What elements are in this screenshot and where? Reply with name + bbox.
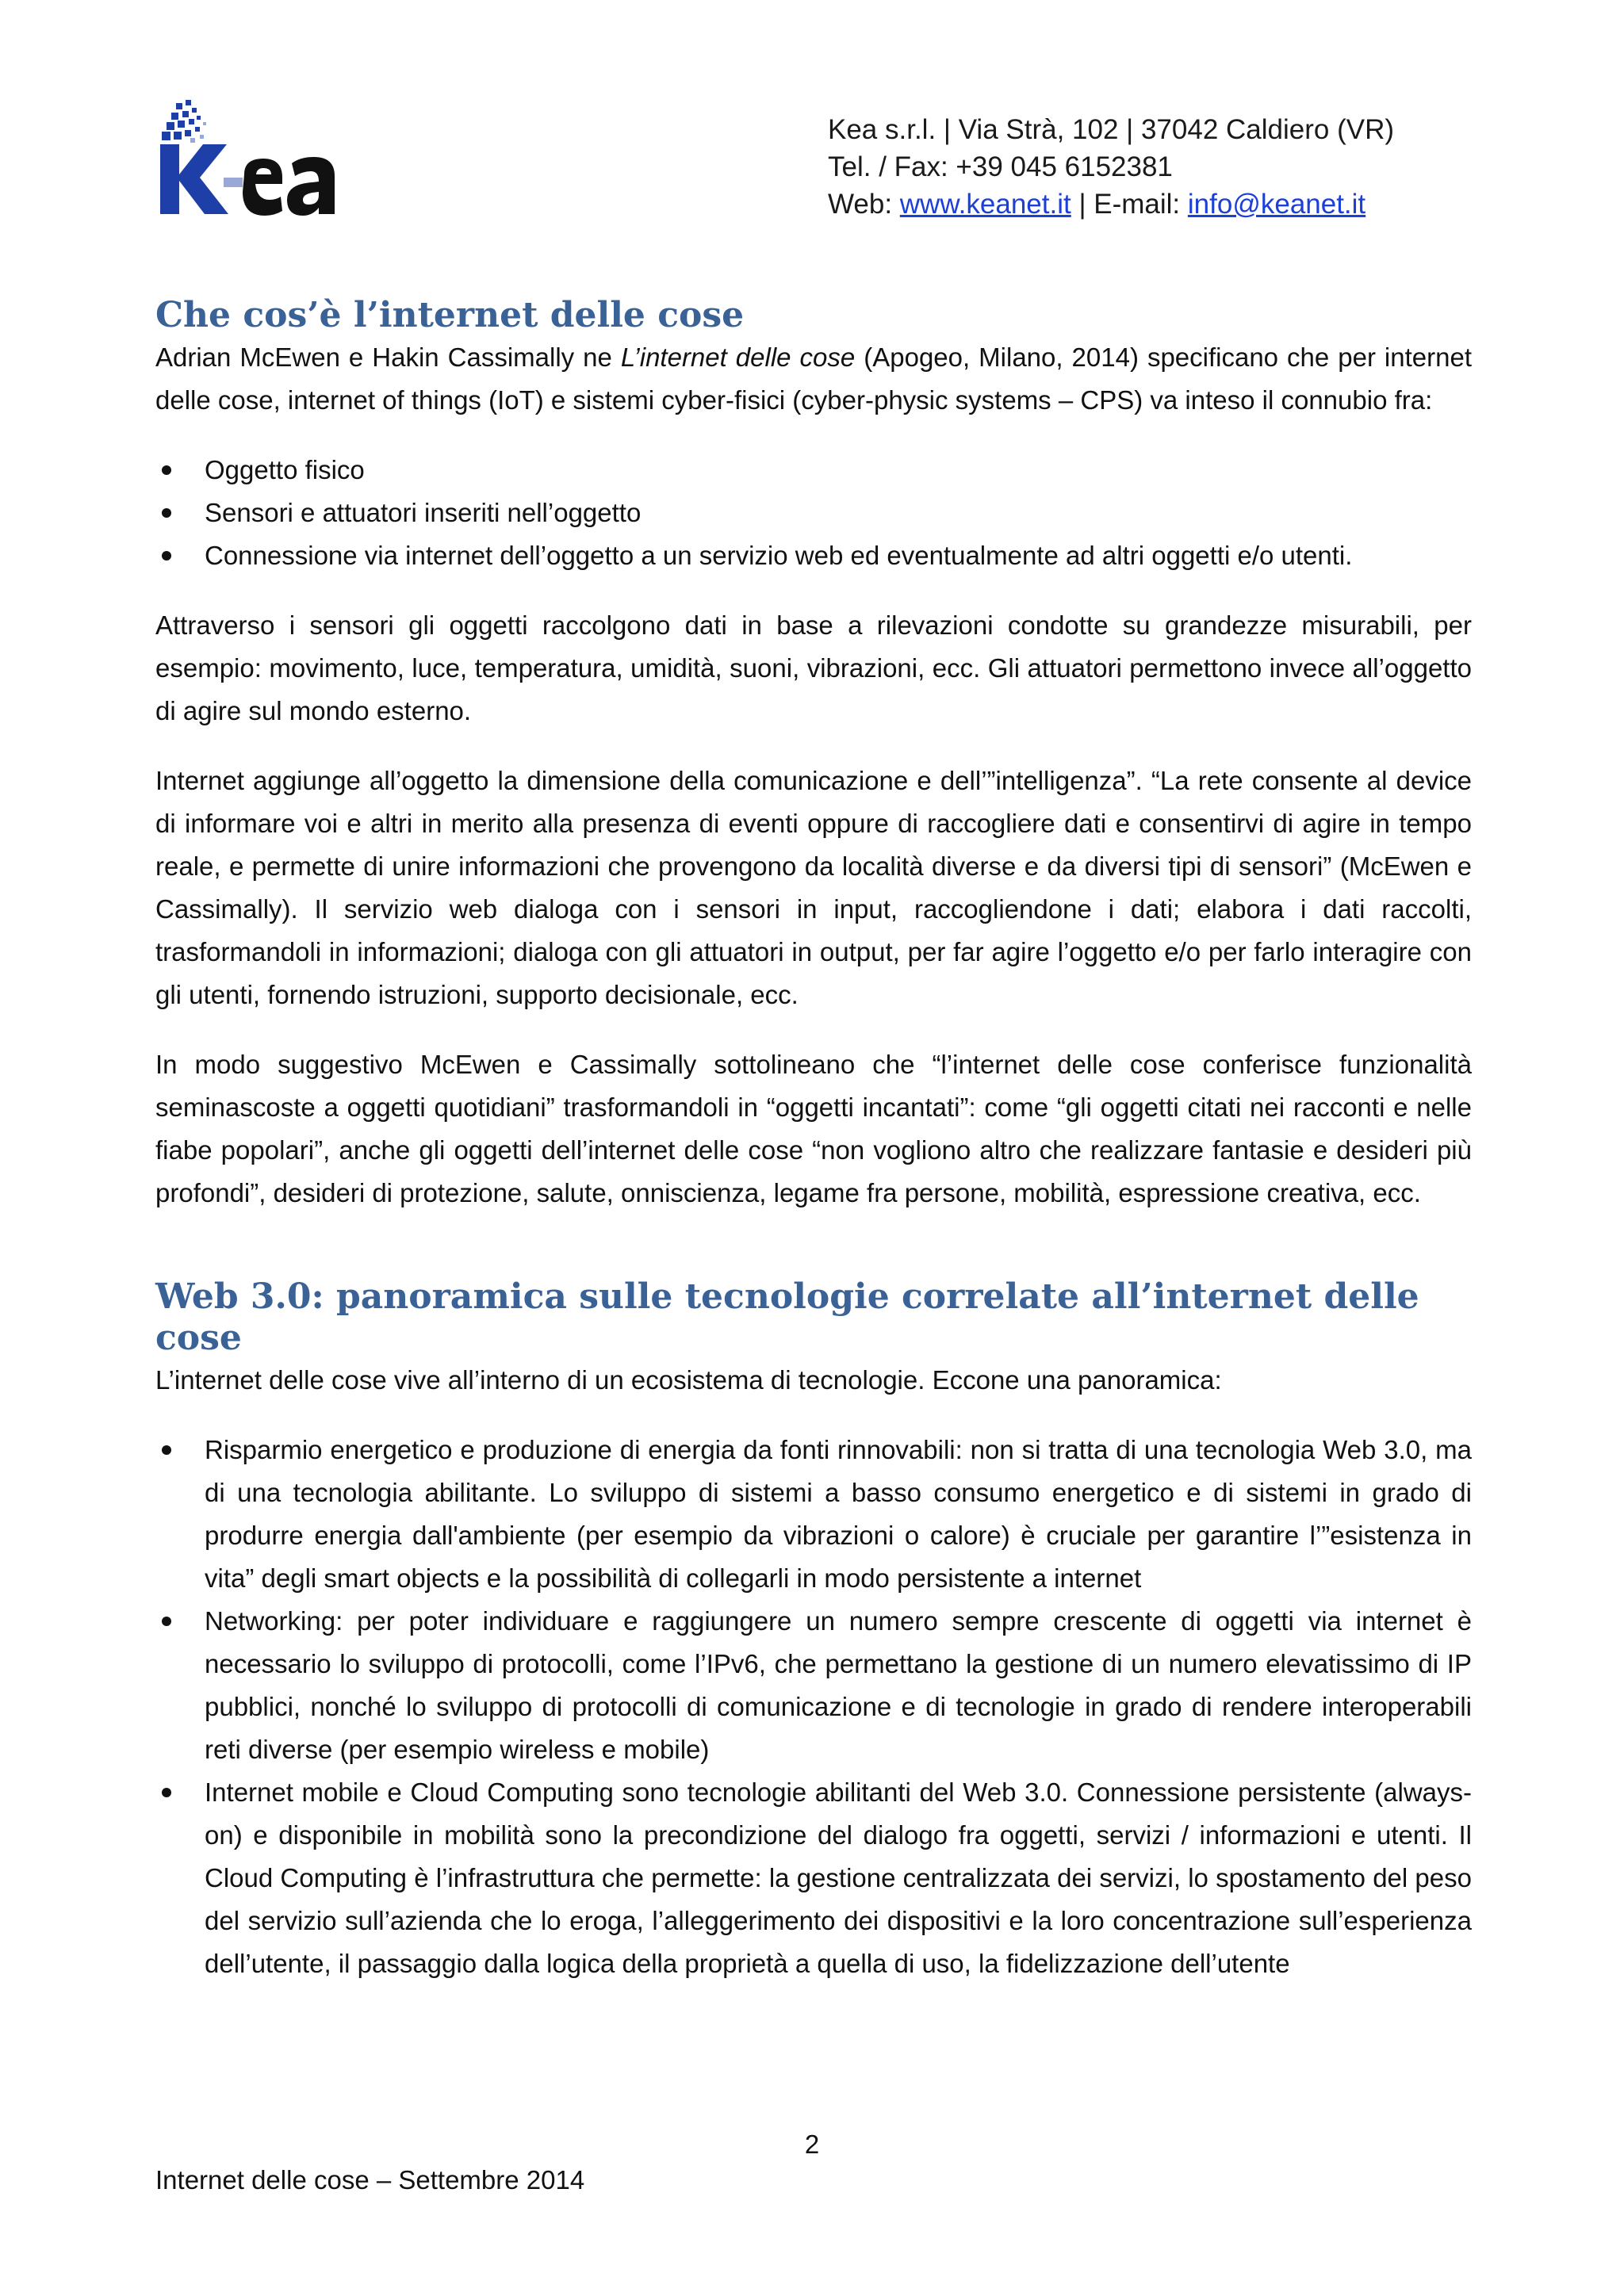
- list-item: [155, 1600, 1472, 1771]
- company-info: [828, 111, 1478, 223]
- list-item: [155, 1771, 1472, 1985]
- email-label: | E-mail:: [1071, 189, 1188, 220]
- section1-paragraph-internet: Internet aggiunge all’oggetto la dimensione della comunicazione e dell’”intelligenza”. “La rete consente al device di informare voi e altri in merito alla presenza di eventi oppure di raccogliere dati e consentirvi di agire in tempo reale, e permette di unire informazioni che provengono da località diverse e da diversi tipi di sensori” (McEwen e Cassimally). Il servizio web dialoga con i sensori in input, raccogliendone i dati; elabora i dati raccolti, trasformandoli in informazioni; dialoga con gli attuatori in output, per far agire l’oggetto e/o per farlo interagire con gli utenti, fornendo istruzioni, supporto decisionale, ecc.: [155, 766, 1472, 1009]
- bullet-icon: [162, 1617, 171, 1626]
- bullet-icon: [162, 1445, 171, 1455]
- list-item-text: Connessione via internet dell’oggetto a un servizio web ed eventualmente ad altri oggetti e/o utenti.: [205, 541, 1353, 570]
- footer-text: Internet delle cose – Settembre 2014: [155, 2165, 585, 2195]
- kea-logo: [155, 98, 346, 217]
- book-title: L’internet delle cose: [620, 342, 856, 372]
- list-item-text: Internet mobile e Cloud Computing sono tecnologie abilitanti del Web 3.0. Connessione persistente (always-on) e disponibile in mobilità sono la precondizione del dialogo fra oggetti, servizi / informazioni e utenti. Il Cloud Computing è l’infrastruttura che permette: la gestione centralizzata dei servizi, lo spostamento del peso del servizio sull’azienda che lo eroga, l’alleggerimento dei dispositivi e la loro concentrazione sull’esperienza dell’utente, il passaggio dalla logica della proprietà a quella di uso, la fidelizzazione dell’utente: [205, 1777, 1472, 1978]
- kea-logo-graphic: [155, 98, 346, 217]
- list-item-text: Risparmio energetico e produzione di energia da fonti rinnovabili: non si tratta di una tecnologia Web 3.0, ma di una tecnologia abilitante. Lo sviluppo di sistemi a basso consumo energetico e di sistemi in grado di produrre energia dall'ambiente (per esempio da vibrazioni o calore) è cruciale per garantire l’”esistenza in vita” degli smart objects e la possibilità di collegarli in modo persistente a internet: [205, 1435, 1472, 1593]
- section2-bullet-list: [155, 1429, 1472, 1985]
- section1-title: Che cos’è l’internet delle cose: [155, 295, 745, 335]
- page-number: 2: [804, 2130, 820, 2159]
- section1-intro: [155, 336, 1472, 422]
- list-item: [155, 534, 1472, 577]
- list-item: [155, 1429, 1472, 1600]
- bullet-icon: [162, 1788, 171, 1797]
- bullet-icon: [162, 465, 171, 475]
- intro-text-cont: (Apogeo, Milano, 2014) specificano che per internet delle cose, internet of things (IoT) e sistemi cyber-fisici (cyber-physic systems – CPS) va inteso il connubio fra:: [155, 342, 1473, 415]
- list-item-text: Networking: per poter individuare e raggiungere un numero sempre crescente di oggetti via internet è necessario lo sviluppo di protocolli, come l’IPv6, che permettano la gestione di un numero elevatissimo di IP pubblici, nonché lo sviluppo di protocolli di comunicazione e di tecnologie in grado di rendere interoperabili reti diverse (per esempio wireless e mobile): [205, 1606, 1472, 1764]
- section1-paragraph-sensors: Attraverso i sensori gli oggetti raccolgono dati in base a rilevazioni condotte su grandezze misurabili, per esempio: movimento, luce, temperatura, umidità, suoni, vibrazioni, ecc. Gli attuatori permettono invece all’oggetto di agire sul mondo esterno.: [155, 610, 1472, 725]
- section1-bullet-list: [155, 449, 1472, 577]
- web-link[interactable]: www.keanet.it: [899, 189, 1071, 220]
- email-link[interactable]: info@keanet.it: [1187, 189, 1366, 220]
- list-item: [155, 492, 1472, 534]
- bullet-icon: [162, 508, 171, 518]
- intro-text: Adrian McEwen e Hakin Cassimally ne: [155, 342, 621, 372]
- company-phone: Tel. / Fax: +39 045 6152381: [828, 151, 1173, 182]
- section2-intro: L’internet delle cose vive all’interno di un ecosistema di tecnologie. Eccone una panoramica:: [155, 1365, 1222, 1395]
- company-address: Kea s.r.l. | Via Strà, 102 | 37042 Caldiero (VR): [828, 114, 1395, 145]
- document-body: [155, 295, 1472, 2012]
- section2-title: Web 3.0: panoramica sulle tecnologie correlate all’internet delle cose: [155, 1276, 1419, 1358]
- list-item-text: Sensori e attuatori inseriti nell’oggetto: [205, 498, 642, 527]
- company-contacts: [828, 186, 1478, 223]
- bullet-icon: [162, 551, 171, 561]
- list-item: [155, 449, 1472, 492]
- web-label: Web:: [828, 189, 900, 220]
- section1-paragraph-suggestive: In modo suggestivo McEwen e Cassimally sottolineano che “l’internet delle cose conferisce funzionalità seminascoste a oggetti quotidiani” trasformandoli in “oggetti incantati”: come “gli oggetti citati nei racconti e nelle fiabe popolari”, anche gli oggetti dell’internet delle cose “non vogliono altro che realizzare fantasie e desideri più profondi”, desideri di protezione, salute, onniscienza, legame fra persone, mobilità, espressione creativa, ecc.: [155, 1050, 1472, 1207]
- list-item-text: Oggetto fisico: [205, 455, 365, 484]
